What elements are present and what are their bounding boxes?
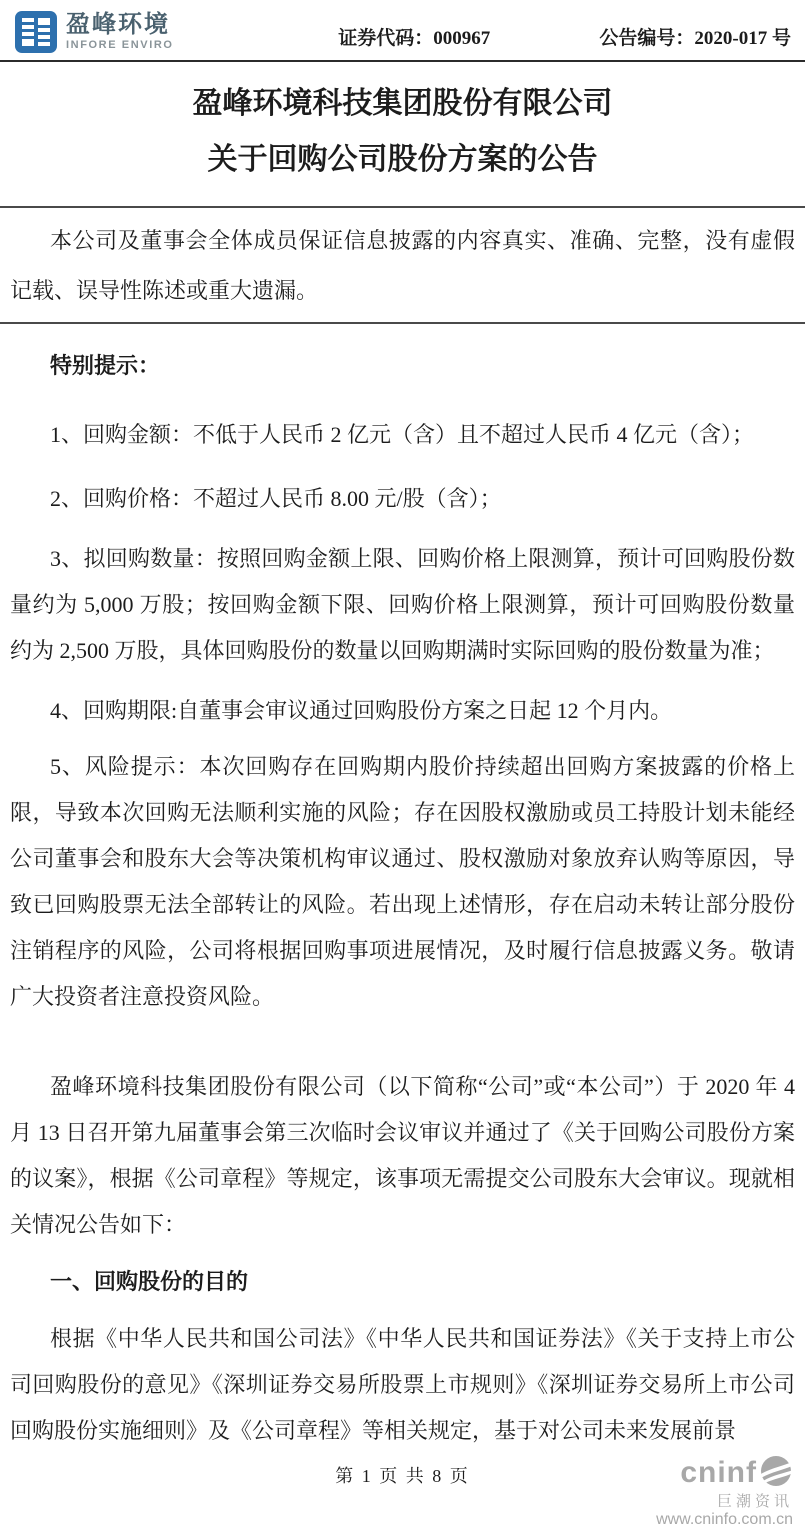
cninfo-globe-icon [759, 1454, 793, 1492]
infore-logo-icon [14, 10, 58, 54]
page-number-indicator: 第 1 页 共 8 页 [335, 1466, 470, 1486]
notice-item-repurchase-amount: 1、回购金额：不低于人民币 2 亿元（含）且不超过人民币 4 亿元（含）； [50, 422, 755, 447]
cninfo-logo-text: cninf [680, 1456, 757, 1489]
infore-logo [14, 10, 229, 54]
brand-name-cn: 盈峰环境 [66, 11, 170, 38]
section1-paragraph: 根据《中华人民共和国公司法》《中华人民共和国证券法》《关于支持上市公司回购股份的意见》《深圳证券交易所股票上市规则》《深圳证券交易所上市公司回购股份实施细则》及《公司章程》等相关规定，基于对公司未来发展前景 [10, 1326, 795, 1443]
notice-item-risk-warning: 5、风险提示：本次回购存在回购期内股价持续超出回购方案披露的价格上限，导致本次回购无法顺利实施的风险；存在因股权激励或员工持股计划未能经公司董事会和股东大会等决策机构审议通过、股权激励对象放弃认购等原因，导致已回购股票无法全部转让的风险。若出现上述情形，存在启动未转让部分股份注销程序的风险，公司将根据回购事项进展情况，及时履行信息披露义务。敬请广大投资者注意投资风险。 [10, 754, 795, 1009]
cninfo-brand-cn: 巨潮资讯 [716, 1493, 793, 1510]
notice-item-repurchase-quantity: 3、拟回购数量：按照回购金额上限、回购价格上限测算，预计可回购股份数量约为 5,000 万股；按回购金额下限、回购价格上限测算，预计可回购股份数量约为 2,500 万股，具体回购股份的数量以回购期满时实际回购的股份数量为准； [10, 546, 795, 663]
section1-heading: 一、回购股份的目的 [50, 1269, 249, 1294]
document-body [0, 350, 805, 1488]
notice-item-repurchase-period: 4、回购期限:自董事会审议通过回购股份方案之日起 12 个月内。 [50, 698, 673, 723]
stock-code: 证券代码：000967 [338, 28, 491, 49]
divider-bottom [0, 322, 805, 324]
notice-item-repurchase-price: 2、回购价格：不超过人民币 8.00 元/股（含）； [50, 486, 502, 511]
cninfo-url: www.cninfo.com.cn [656, 1511, 793, 1528]
announcement-number: 公告编号：2020-017 号 [599, 28, 791, 49]
cninfo-watermark [656, 1454, 793, 1528]
brand-name-en: INFORE ENVIRO [66, 39, 174, 51]
disclaimer-text: 本公司及董事会全体成员保证信息披露的内容真实、准确、完整，没有虚假记载、误导性陈述或重大遗漏。 [10, 228, 795, 303]
document-title-subject: 关于回购公司股份方案的公告 [207, 143, 598, 176]
document-title-company: 盈峰环境科技集团股份有限公司 [192, 87, 613, 120]
disclaimer-section [0, 208, 805, 322]
special-notice-heading: 特别提示： [50, 353, 161, 378]
page-header [0, 0, 805, 62]
intro-paragraph: 盈峰环境科技集团股份有限公司（以下简称“公司”或“本公司”）于 2020 年 4 月 13 日召开第九届董事会第三次临时会议审议并通过了《关于回购公司股份方案的议案》，根据《公司章程》等规定，该事项无需提交公司股东大会审议。现就相关情况公告如下： [10, 1074, 795, 1237]
